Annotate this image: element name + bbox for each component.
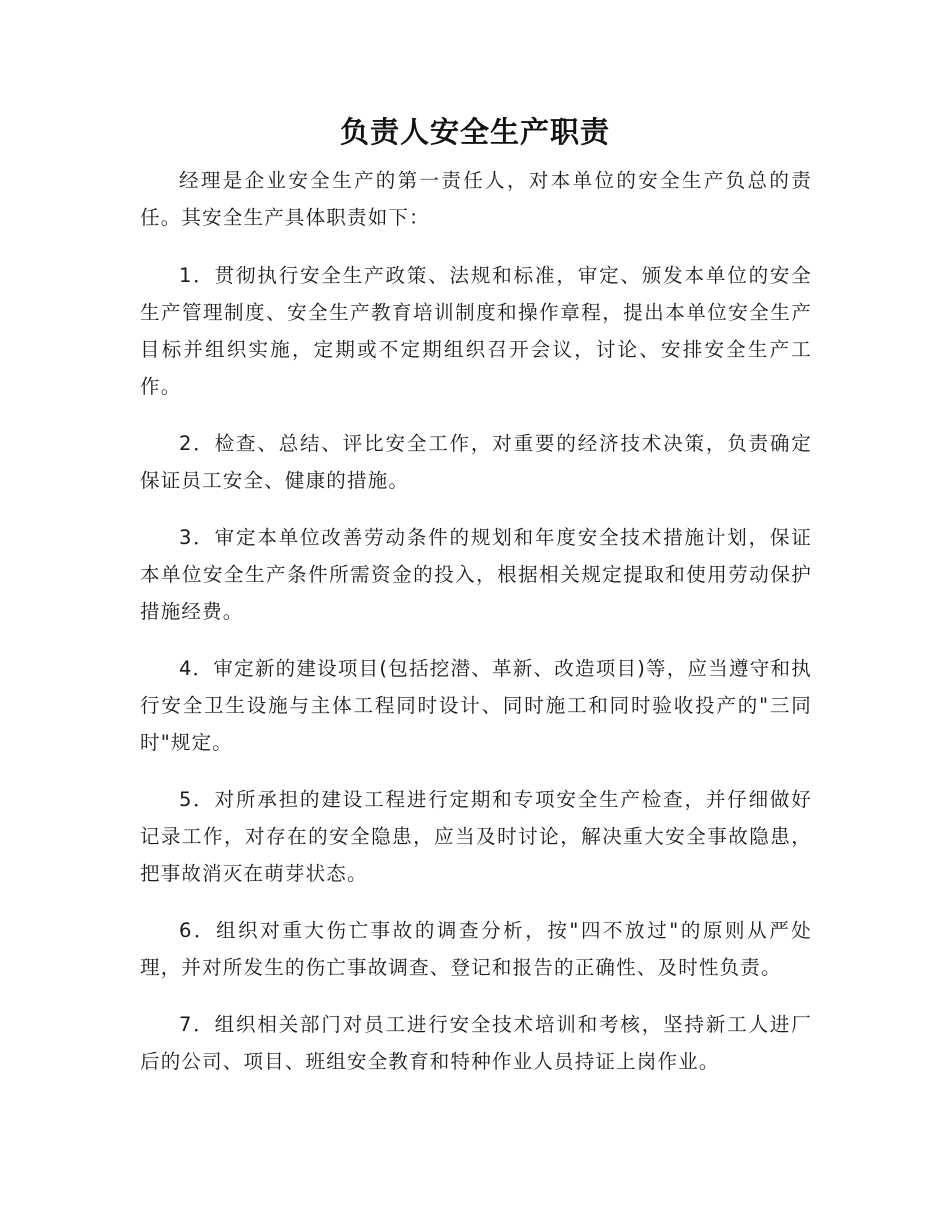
document-title: 负责人安全生产职责: [339, 115, 610, 149]
duty-item-6: 6．组织对重大伤亡事故的调查分析，按"四不放过"的原则从严处理，并对所发生的伤亡事故调查、登记和报告的正确性、及时性负责。: [140, 919, 812, 979]
duty-item-5: 5．对所承担的建设工程进行定期和专项安全生产检查，并仔细做好记录工作，对存在的安全隐患，应当及时讨论，解决重大安全事故隐患，把事故消灭在萌芽状态。: [140, 788, 812, 885]
duty-item-3: 3．审定本单位改善劳动条件的规划和年度安全技术措施计划，保证本单位安全生产条件所需资金的投入，根据相关规定提取和使用劳动保护措施经费。: [140, 526, 812, 623]
duty-item-7: 7．组织相关部门对员工进行安全技术培训和考核，坚持新工人进厂后的公司、项目、班组安全教育和特种作业人员持证上岗作业。: [140, 1013, 812, 1073]
duty-item-4: 4．审定新的建设项目(包括挖潜、革新、改造项目)等，应当遵守和执行安全卫生设施与主体工程同时设计、同时施工和同时验收投产的"三同时"规定。: [140, 657, 812, 754]
duty-item-1: 1．贯彻执行安全生产政策、法规和标准，审定、颁发本单位的安全生产管理制度、安全生产教育培训制度和操作章程，提出本单位安全生产目标并组织实施，定期或不定期组织召开会议，讨论、安排安全生产工作。: [140, 264, 812, 398]
duty-item-2: 2．检查、总结、评比安全工作，对重要的经济技术决策，负责确定保证员工安全、健康的措施。: [140, 432, 812, 492]
document-body: [140, 162, 812, 1100]
intro-paragraph: 经理是企业安全生产的第一责任人，对本单位的安全生产负总的责任。其安全生产具体职责如下：: [140, 169, 812, 229]
